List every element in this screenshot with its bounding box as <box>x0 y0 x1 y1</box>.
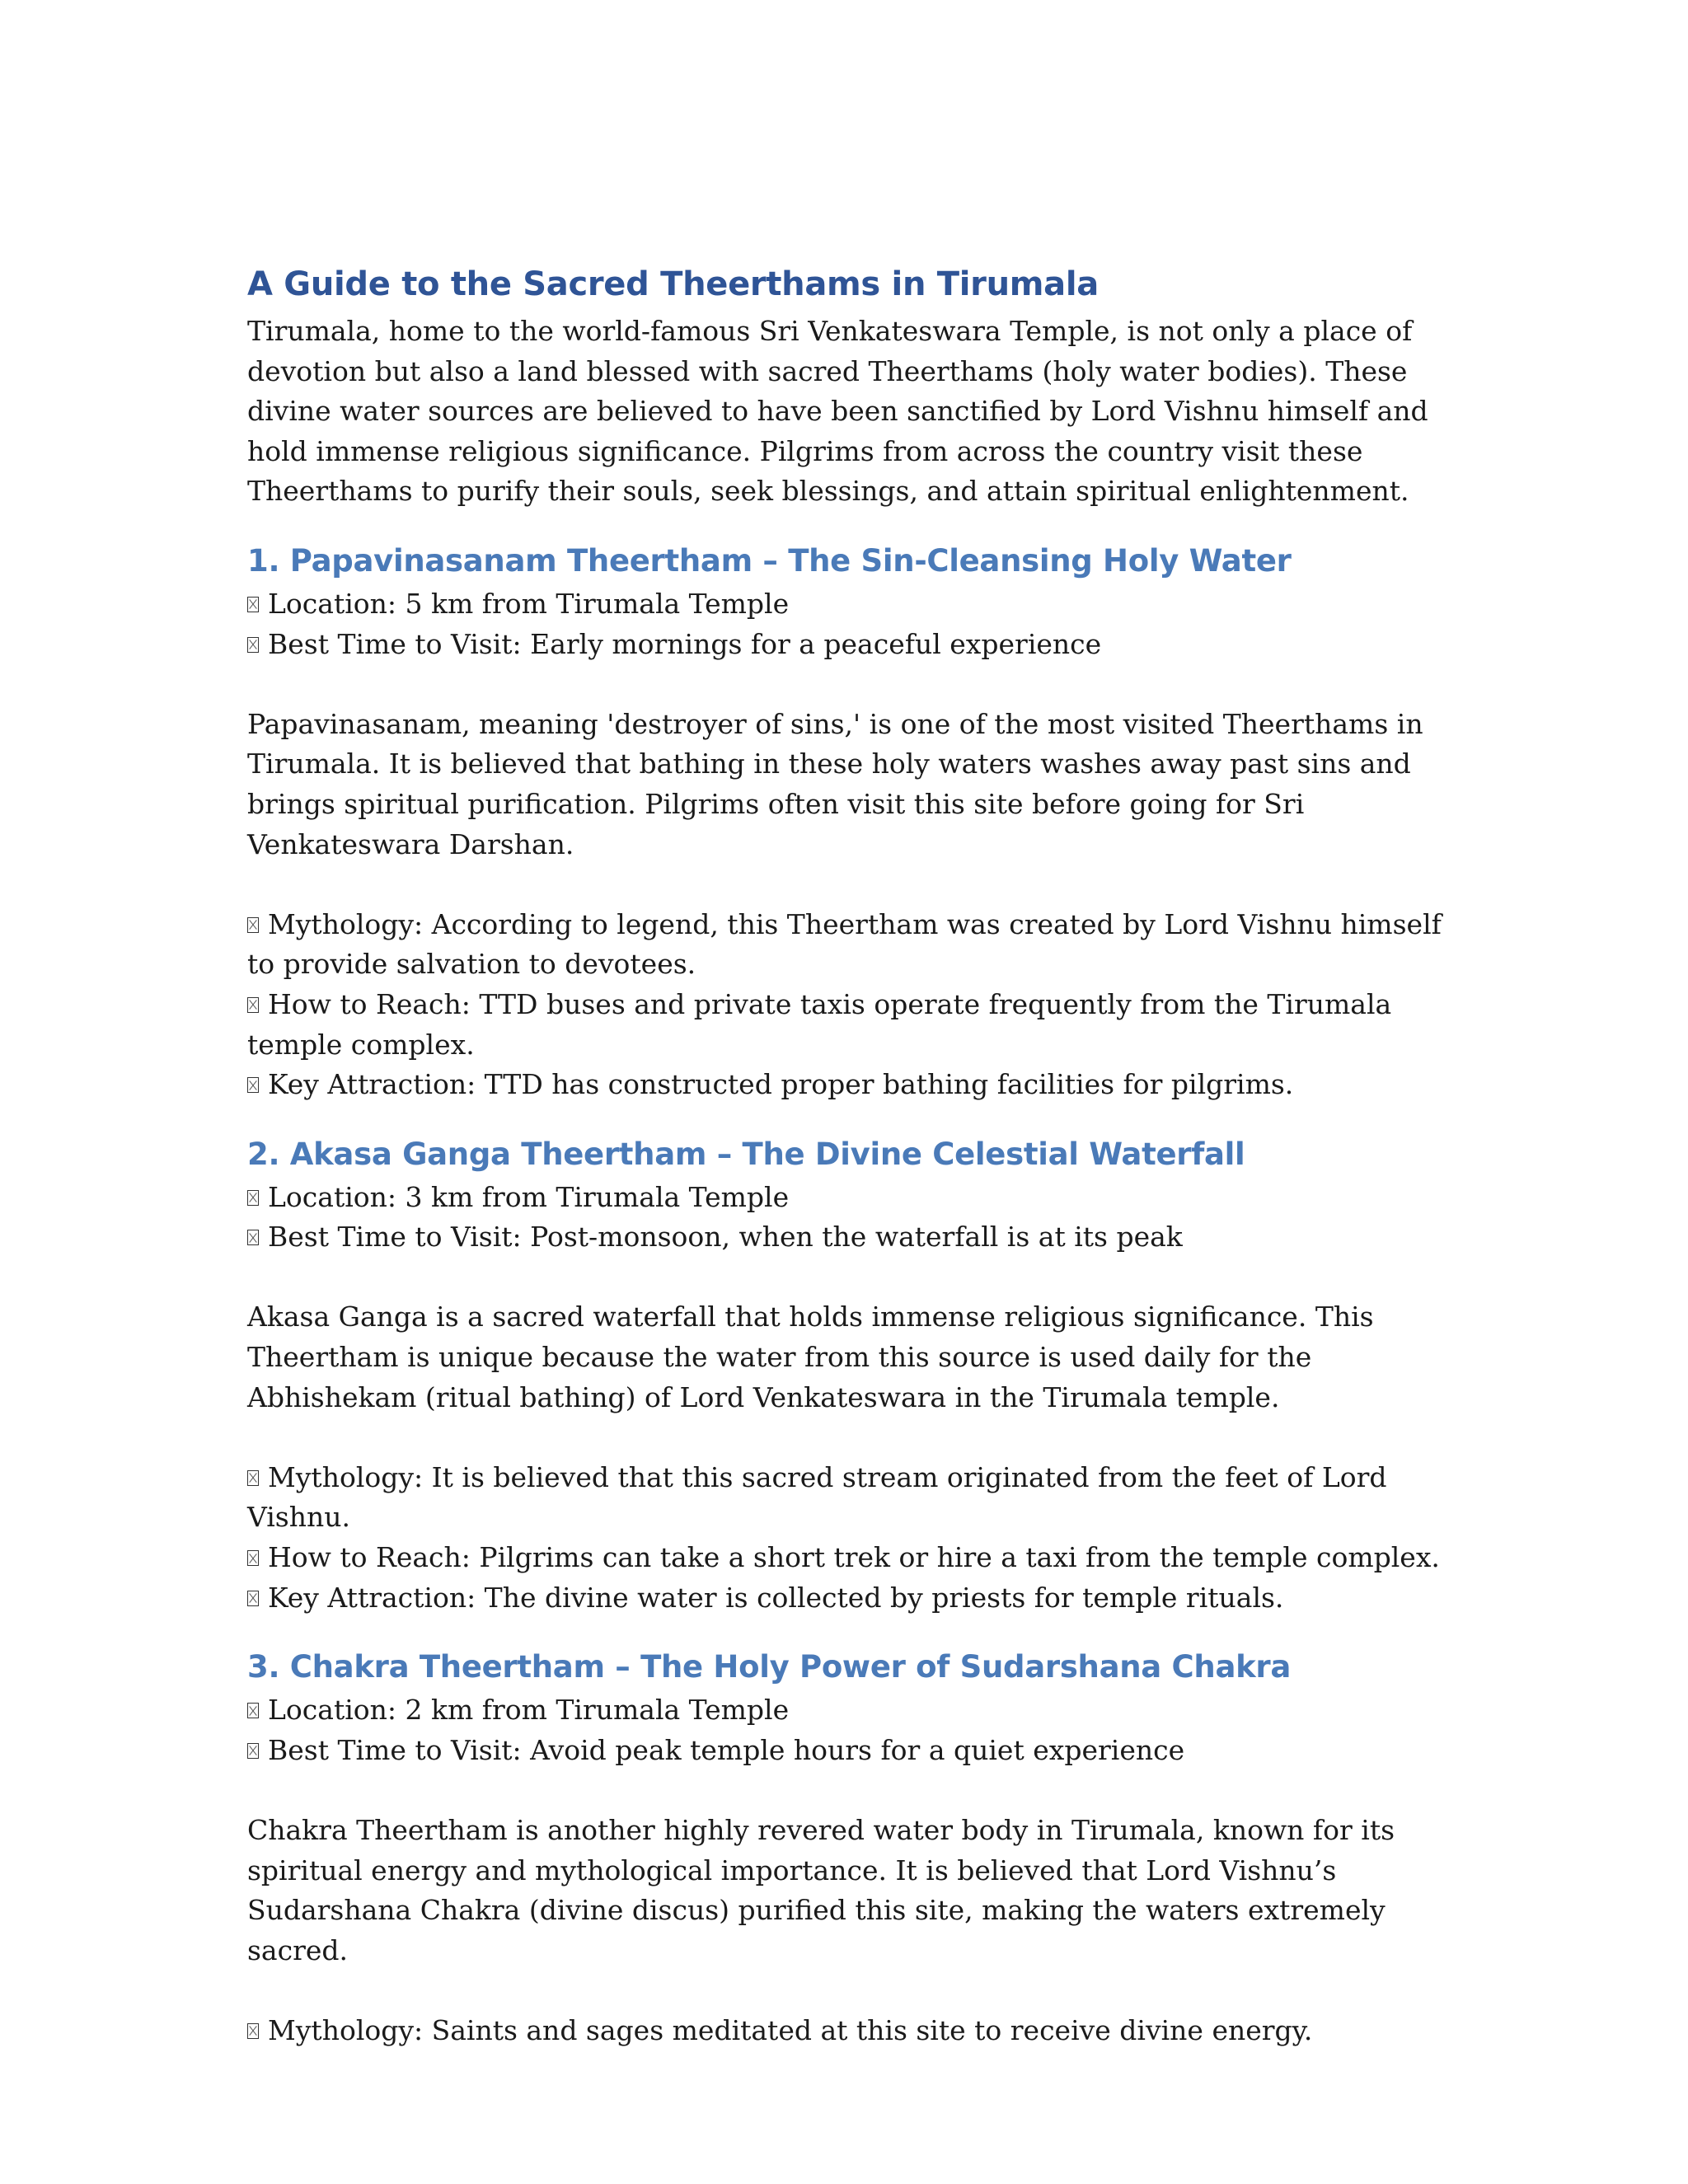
location-line <box>247 1178 1442 1218</box>
paragraph-spacer <box>247 1971 1442 2011</box>
section-description: Chakra Theertham is another highly revered water body in Tirumala, known for its spiritual energy and mythological importance. It is believed that Lord Vishnu’s Sudarshana Chakra (divine discus) purified this site, making the waters extremely sacred. <box>247 1814 1395 1966</box>
document-title: A Guide to the Sacred Theerthams in Tirumala <box>247 265 1099 303</box>
section-description: Akasa Ganga is a sacred waterfall that holds immense religious significance. This Theertham is unique because the water from this source is used daily for the Abhishekam (ritual bathing) of Lord Venkateswara in the Tirumala temple. <box>247 1301 1374 1413</box>
location-text: Location: 5 km from Tirumala Temple <box>268 587 790 620</box>
missing-glyph-box-icon <box>247 1591 259 1606</box>
section-heading-akasa-ganga: 2. Akasa Ganga Theertham – The Divine Celestial Waterfall <box>247 1136 1245 1172</box>
mythology-text: Mythology: It is believed that this sacred stream originated from the feet of Lord Vishnu. <box>247 1460 1387 1534</box>
mythology-line <box>247 1458 1442 1538</box>
mythology-line <box>247 2011 1442 2051</box>
paragraph-spacer <box>247 1418 1442 1458</box>
missing-glyph-box-icon <box>247 1230 259 1245</box>
key-attraction-text: Key Attraction: TTD has constructed proper bathing facilities for pilgrims. <box>268 1068 1294 1101</box>
how-to-reach-text: How to Reach: Pilgrims can take a short trek or hire a taxi from the temple complex. <box>268 1541 1440 1574</box>
section-heading-papavinasanam: 1. Papavinasanam Theertham – The Sin-Cleansing Holy Water <box>247 542 1292 579</box>
paragraph-spacer <box>247 664 1442 705</box>
best-time-line <box>247 625 1442 665</box>
key-attraction-line <box>247 1578 1442 1619</box>
best-time-text: Best Time to Visit: Post-monsoon, when the waterfall is at its peak <box>268 1221 1183 1254</box>
mythology-line <box>247 905 1442 985</box>
section-description: Papavinasanam, meaning 'destroyer of sins,' is one of the most visited Theerthams in Tirumala. It is believed that bathing in these holy waters washes away past sins and brings spiritual purification. Pilgrims often visit this site before going for Sri Venkateswara Darshan. <box>247 707 1423 860</box>
intro-paragraph: Tirumala, home to the world-famous Sri Venkateswara Temple, is not only a place of devotion but also a land blessed with sacred Theerthams (holy water bodies). These divine water sources are believed to have been sanctified by Lord Vishnu himself and hold immense religious significance. Pilgrims from across the country visit these Theerthams to purify their souls, seek blessings, and attain spiritual enlightenment. <box>247 315 1428 508</box>
how-to-reach-line <box>247 985 1442 1065</box>
missing-glyph-box-icon <box>247 1703 259 1718</box>
location-text: Location: 2 km from Tirumala Temple <box>268 1694 790 1727</box>
document-body <box>247 262 1442 2051</box>
missing-glyph-box-icon <box>247 917 259 933</box>
missing-glyph-box-icon <box>247 1470 259 1486</box>
location-line <box>247 584 1442 625</box>
location-line <box>247 1690 1442 1731</box>
best-time-line <box>247 1731 1442 1771</box>
missing-glyph-box-icon <box>247 1190 259 1206</box>
missing-glyph-box-icon <box>247 1077 259 1093</box>
paragraph-spacer <box>247 1770 1442 1811</box>
location-text: Location: 3 km from Tirumala Temple <box>268 1180 790 1213</box>
missing-glyph-box-icon <box>247 997 259 1013</box>
missing-glyph-box-icon <box>247 637 259 653</box>
paragraph-spacer <box>247 865 1442 905</box>
mythology-text: Mythology: Saints and sages meditated at this site to receive divine energy. <box>268 2013 1313 2046</box>
missing-glyph-box-icon <box>247 597 259 612</box>
best-time-text: Best Time to Visit: Early mornings for a peaceful experience <box>268 627 1102 660</box>
missing-glyph-box-icon <box>247 1550 259 1566</box>
key-attraction-text: Key Attraction: The divine water is collected by priests for temple rituals. <box>268 1581 1284 1614</box>
paragraph-spacer <box>247 1258 1442 1298</box>
section-heading-chakra: 3. Chakra Theertham – The Holy Power of Sudarshana Chakra <box>247 1649 1292 1685</box>
mythology-text: Mythology: According to legend, this Theertham was created by Lord Vishnu himself to provide salvation to devotees. <box>247 907 1442 981</box>
key-attraction-line <box>247 1065 1442 1105</box>
best-time-text: Best Time to Visit: Avoid peak temple hours for a quiet experience <box>268 1733 1185 1766</box>
how-to-reach-text: How to Reach: TTD buses and private taxis operate frequently from the Tirumala temple complex. <box>247 987 1392 1061</box>
best-time-line <box>247 1217 1442 1258</box>
missing-glyph-box-icon <box>247 1743 259 1759</box>
how-to-reach-line <box>247 1538 1442 1578</box>
missing-glyph-box-icon <box>247 2023 259 2039</box>
